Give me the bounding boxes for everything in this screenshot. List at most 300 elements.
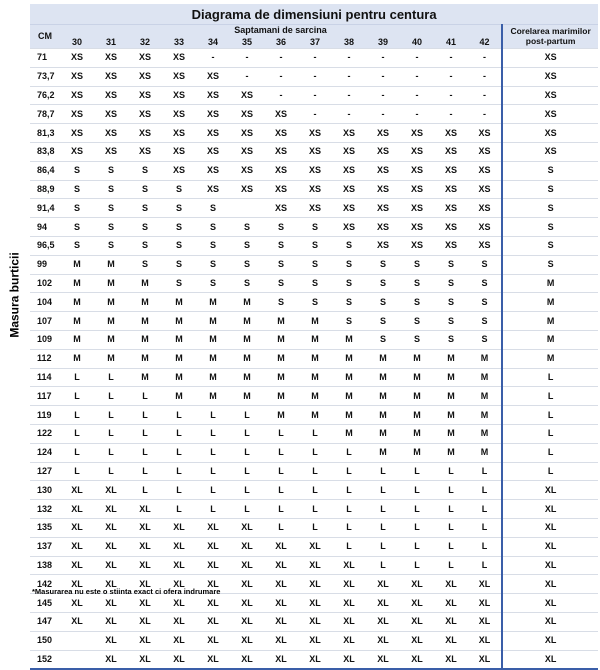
week-header-cell: 40	[400, 36, 434, 49]
size-cell: XS	[332, 199, 366, 218]
size-cell: L	[298, 500, 332, 519]
size-cell: XS	[60, 105, 94, 124]
size-cell: L	[264, 462, 298, 481]
size-cell: XS	[400, 124, 434, 143]
size-cell: L	[196, 406, 230, 425]
size-cell: XL	[468, 612, 502, 631]
size-cell: XL	[162, 556, 196, 575]
size-cell: M	[196, 349, 230, 368]
size-cell: M	[60, 312, 94, 331]
size-cell: L	[94, 368, 128, 387]
size-cell: -	[366, 67, 400, 86]
size-cell: S	[196, 218, 230, 237]
table-row	[30, 462, 598, 481]
postpartum-size-cell: M	[502, 312, 598, 331]
size-cell: L	[60, 462, 94, 481]
cm-value-cell: 78,7	[30, 105, 60, 124]
postpartum-size-cell: L	[502, 368, 598, 387]
week-header-cell: 37	[298, 36, 332, 49]
size-cell: L	[264, 443, 298, 462]
size-cell: M	[298, 387, 332, 406]
size-cell: S	[94, 236, 128, 255]
size-cell: L	[298, 481, 332, 500]
size-cell: -	[264, 49, 298, 68]
size-cell: XS	[196, 124, 230, 143]
size-cell: -	[298, 86, 332, 105]
table-row	[30, 218, 598, 237]
size-cell: -	[332, 49, 366, 68]
size-cell: XL	[230, 575, 264, 594]
size-cell: XS	[94, 105, 128, 124]
size-cell: M	[400, 424, 434, 443]
size-cell: S	[400, 330, 434, 349]
size-cell: L	[128, 481, 162, 500]
table-row	[30, 631, 598, 650]
size-cell: L	[298, 518, 332, 537]
size-cell: XL	[332, 594, 366, 613]
table-row	[30, 293, 598, 312]
size-cell: M	[196, 387, 230, 406]
size-cell: S	[332, 293, 366, 312]
size-cell: XS	[468, 180, 502, 199]
size-cell: M	[366, 443, 400, 462]
size-cell: M	[230, 387, 264, 406]
size-cell: S	[60, 236, 94, 255]
size-cell: XS	[230, 180, 264, 199]
size-cell: XL	[128, 575, 162, 594]
size-cell: XL	[128, 537, 162, 556]
size-cell: XL	[60, 481, 94, 500]
size-cell: XS	[434, 142, 468, 161]
size-cell: S	[128, 218, 162, 237]
size-cell: XL	[400, 650, 434, 669]
size-cell: XL	[128, 631, 162, 650]
size-cell: S	[264, 218, 298, 237]
size-cell: S	[366, 274, 400, 293]
size-cell: L	[434, 481, 468, 500]
size-cell: XL	[196, 575, 230, 594]
table-row	[30, 67, 598, 86]
size-cell: L	[468, 500, 502, 519]
size-cell: L	[400, 537, 434, 556]
cm-value-cell: 142	[30, 575, 60, 594]
size-cell: XL	[298, 537, 332, 556]
week-header-cell: 35	[230, 36, 264, 49]
postpartum-size-cell: L	[502, 424, 598, 443]
size-cell: M	[434, 406, 468, 425]
size-cell: L	[196, 462, 230, 481]
size-cell: XS	[400, 161, 434, 180]
size-cell: L	[332, 518, 366, 537]
size-cell: M	[468, 387, 502, 406]
size-cell: M	[60, 255, 94, 274]
postpartum-size-cell: XS	[502, 49, 598, 68]
size-cell: XS	[162, 124, 196, 143]
size-cell: XS	[264, 161, 298, 180]
size-cell: XL	[196, 518, 230, 537]
size-cell: XL	[230, 518, 264, 537]
size-cell: XS	[162, 67, 196, 86]
size-cell: XS	[128, 67, 162, 86]
size-cell: M	[400, 368, 434, 387]
table-row	[30, 537, 598, 556]
size-cell: XS	[230, 142, 264, 161]
size-cell: L	[332, 481, 366, 500]
size-cell: XL	[60, 518, 94, 537]
size-cell: M	[434, 368, 468, 387]
size-cell: S	[468, 255, 502, 274]
size-cell: L	[400, 518, 434, 537]
table-row	[30, 349, 598, 368]
size-cell: L	[230, 481, 264, 500]
size-cell: XL	[230, 594, 264, 613]
size-cell: L	[434, 518, 468, 537]
size-cell: M	[264, 368, 298, 387]
table-title: Diagrama de dimensiuni pentru centura	[30, 4, 598, 25]
size-cell: XS	[230, 105, 264, 124]
size-cell: S	[298, 293, 332, 312]
size-cell: -	[298, 67, 332, 86]
size-cell: -	[400, 86, 434, 105]
postpartum-size-cell: XS	[502, 86, 598, 105]
size-cell: XL	[264, 650, 298, 669]
size-cell: S	[298, 236, 332, 255]
size-cell: -	[400, 105, 434, 124]
size-cell: -	[434, 86, 468, 105]
size-cell: S	[128, 180, 162, 199]
size-cell: XS	[400, 142, 434, 161]
size-cell: M	[298, 349, 332, 368]
size-cell: XS	[434, 124, 468, 143]
size-cell: L	[60, 443, 94, 462]
size-cell: M	[230, 368, 264, 387]
cm-value-cell: 138	[30, 556, 60, 575]
size-cell: S	[230, 218, 264, 237]
cm-value-cell: 91,4	[30, 199, 60, 218]
size-cell: M	[128, 368, 162, 387]
table-row	[30, 556, 598, 575]
size-cell: XS	[196, 67, 230, 86]
size-cell: XL	[434, 612, 468, 631]
size-cell: XS	[196, 180, 230, 199]
size-cell: XL	[60, 594, 94, 613]
weeks-header: Saptamani de sarcina	[60, 25, 502, 37]
size-cell: M	[468, 443, 502, 462]
size-cell: L	[162, 406, 196, 425]
size-cell: M	[162, 330, 196, 349]
size-cell: M	[332, 387, 366, 406]
size-cell: XS	[196, 86, 230, 105]
size-cell: XS	[94, 67, 128, 86]
table-row	[30, 105, 598, 124]
size-cell: XS	[162, 142, 196, 161]
cm-value-cell: 119	[30, 406, 60, 425]
size-cell: XL	[264, 631, 298, 650]
postpartum-size-cell: XL	[502, 650, 598, 669]
size-cell: M	[332, 349, 366, 368]
size-cell: S	[366, 293, 400, 312]
cm-value-cell: 96,5	[30, 236, 60, 255]
size-cell: -	[230, 49, 264, 68]
size-cell: -	[400, 49, 434, 68]
size-cell: XL	[468, 575, 502, 594]
size-cell: -	[434, 67, 468, 86]
size-cell: XL	[60, 537, 94, 556]
table-row	[30, 368, 598, 387]
size-cell: XS	[468, 218, 502, 237]
size-cell: S	[196, 236, 230, 255]
cm-value-cell: 81,3	[30, 124, 60, 143]
size-cell: M	[230, 349, 264, 368]
size-cell: S	[60, 161, 94, 180]
size-cell: XL	[94, 612, 128, 631]
size-cell: L	[94, 443, 128, 462]
size-cell: M	[332, 368, 366, 387]
cm-value-cell: 132	[30, 500, 60, 519]
size-cell: M	[434, 349, 468, 368]
cm-value-cell: 102	[30, 274, 60, 293]
size-cell: XS	[230, 124, 264, 143]
size-cell: XL	[332, 612, 366, 631]
size-cell: XS	[366, 199, 400, 218]
size-cell: -	[366, 105, 400, 124]
size-cell: XL	[94, 594, 128, 613]
size-cell: M	[434, 443, 468, 462]
table-row	[30, 236, 598, 255]
table-row	[30, 424, 598, 443]
size-cell: XS	[162, 105, 196, 124]
size-cell: M	[298, 406, 332, 425]
size-cell: XL	[468, 594, 502, 613]
size-cell: S	[162, 255, 196, 274]
size-cell: XL	[366, 594, 400, 613]
size-cell: L	[128, 443, 162, 462]
postpartum-size-cell: XL	[502, 631, 598, 650]
size-cell: -	[332, 105, 366, 124]
size-cell: M	[400, 443, 434, 462]
size-cell: S	[230, 255, 264, 274]
size-cell: -	[332, 86, 366, 105]
table-row	[30, 161, 598, 180]
cm-value-cell: 76,2	[30, 86, 60, 105]
size-cell: XS	[264, 142, 298, 161]
postpartum-size-cell: L	[502, 443, 598, 462]
size-cell: M	[94, 312, 128, 331]
postpartum-size-cell: XL	[502, 575, 598, 594]
size-cell: M	[60, 349, 94, 368]
size-cell: XS	[298, 124, 332, 143]
size-cell: XS	[94, 49, 128, 68]
size-cell: M	[298, 330, 332, 349]
week-header-cell: 41	[434, 36, 468, 49]
size-cell: L	[60, 387, 94, 406]
size-cell: L	[298, 443, 332, 462]
size-cell: L	[94, 424, 128, 443]
size-cell: -	[264, 86, 298, 105]
size-cell: XL	[366, 612, 400, 631]
size-cell: M	[196, 293, 230, 312]
size-cell: XL	[366, 631, 400, 650]
size-cell: S	[434, 293, 468, 312]
size-cell: M	[468, 349, 502, 368]
size-cell: XS	[264, 124, 298, 143]
size-cell: XL	[128, 594, 162, 613]
size-cell: XL	[162, 594, 196, 613]
postpartum-size-cell: XL	[502, 481, 598, 500]
size-cell: XS	[60, 86, 94, 105]
cm-value-cell: 83,8	[30, 142, 60, 161]
size-cell: XL	[332, 631, 366, 650]
size-cell: XS	[128, 124, 162, 143]
postpartum-size-cell: XL	[502, 518, 598, 537]
size-cell: XS	[94, 124, 128, 143]
size-cell: S	[332, 236, 366, 255]
size-cell: L	[196, 424, 230, 443]
size-cell: XS	[434, 236, 468, 255]
size-cell: L	[230, 424, 264, 443]
size-cell: L	[60, 368, 94, 387]
size-cell: M	[400, 406, 434, 425]
week-header-cell: 31	[94, 36, 128, 49]
table-body	[30, 49, 598, 670]
postpartum-size-cell: M	[502, 293, 598, 312]
size-cell: M	[264, 330, 298, 349]
size-cell: XL	[366, 650, 400, 669]
cm-value-cell: 71	[30, 49, 60, 68]
size-cell: XS	[468, 199, 502, 218]
size-cell: S	[230, 236, 264, 255]
size-cell: -	[434, 105, 468, 124]
size-cell: XL	[196, 612, 230, 631]
size-cell: XS	[196, 161, 230, 180]
size-cell: L	[468, 481, 502, 500]
size-cell: XL	[60, 556, 94, 575]
size-cell: XS	[128, 142, 162, 161]
size-cell: M	[366, 406, 400, 425]
size-cell: L	[366, 481, 400, 500]
size-cell: L	[128, 406, 162, 425]
size-cell: M	[94, 330, 128, 349]
size-cell: M	[128, 293, 162, 312]
table-row	[30, 594, 598, 613]
size-cell: M	[468, 406, 502, 425]
size-cell: XL	[332, 575, 366, 594]
table-row	[30, 481, 598, 500]
size-cell: XS	[60, 124, 94, 143]
size-cell: S	[162, 218, 196, 237]
size-cell: L	[230, 500, 264, 519]
size-cell: XS	[162, 49, 196, 68]
size-cell: XS	[298, 142, 332, 161]
size-cell: XL	[264, 594, 298, 613]
size-cell: -	[468, 49, 502, 68]
size-cell: L	[162, 462, 196, 481]
size-cell: S	[196, 274, 230, 293]
size-cell: L	[332, 443, 366, 462]
size-cell: S	[60, 199, 94, 218]
size-cell: S	[60, 218, 94, 237]
size-cell: M	[162, 368, 196, 387]
cm-value-cell: 147	[30, 612, 60, 631]
week-header-cell: 34	[196, 36, 230, 49]
size-cell: XL	[94, 575, 128, 594]
size-cell: XL	[94, 518, 128, 537]
size-cell: S	[400, 293, 434, 312]
size-cell: M	[264, 312, 298, 331]
size-cell: -	[468, 67, 502, 86]
size-cell: M	[400, 387, 434, 406]
size-cell: M	[400, 349, 434, 368]
size-cell: S	[434, 330, 468, 349]
postpartum-size-cell: XL	[502, 537, 598, 556]
postpartum-size-cell: L	[502, 406, 598, 425]
cm-value-cell: 135	[30, 518, 60, 537]
size-cell: XL	[94, 631, 128, 650]
size-cell: M	[94, 274, 128, 293]
size-cell: S	[434, 255, 468, 274]
size-cell: XL	[366, 575, 400, 594]
size-cell: L	[468, 462, 502, 481]
size-cell: M	[230, 312, 264, 331]
size-cell: M	[162, 312, 196, 331]
size-cell: -	[366, 49, 400, 68]
size-cell: L	[434, 537, 468, 556]
size-cell: -	[230, 67, 264, 86]
postpartum-size-cell: M	[502, 330, 598, 349]
cm-value-cell: 94	[30, 218, 60, 237]
week-header-cell: 39	[366, 36, 400, 49]
table-row	[30, 255, 598, 274]
subtitle-row	[30, 25, 598, 37]
cm-header: CM	[30, 25, 60, 49]
postpartum-size-cell: S	[502, 180, 598, 199]
size-cell: XL	[400, 594, 434, 613]
cm-value-cell: 104	[30, 293, 60, 312]
size-cell: S	[264, 236, 298, 255]
size-cell: XS	[298, 161, 332, 180]
postpartum-size-cell: XL	[502, 594, 598, 613]
size-cell: L	[366, 556, 400, 575]
size-cell: M	[128, 312, 162, 331]
postpartum-size-cell: XS	[502, 67, 598, 86]
size-cell: XS	[366, 180, 400, 199]
table-row	[30, 330, 598, 349]
size-cell: XL	[230, 556, 264, 575]
size-cell: XL	[298, 594, 332, 613]
size-cell: -	[400, 67, 434, 86]
size-cell: XS	[434, 218, 468, 237]
size-cell: XS	[366, 161, 400, 180]
size-cell: XS	[332, 180, 366, 199]
postpartum-size-cell: S	[502, 161, 598, 180]
size-cell: S	[94, 180, 128, 199]
size-cell: S	[94, 161, 128, 180]
size-cell: L	[94, 387, 128, 406]
size-cell: S	[196, 199, 230, 218]
size-cell: XL	[298, 556, 332, 575]
size-cell: S	[128, 255, 162, 274]
table-row	[30, 500, 598, 519]
cm-value-cell: 117	[30, 387, 60, 406]
size-cell: M	[468, 368, 502, 387]
size-cell: M	[60, 293, 94, 312]
table-row	[30, 142, 598, 161]
size-cell: XL	[60, 500, 94, 519]
size-cell: M	[264, 387, 298, 406]
size-cell: S	[468, 274, 502, 293]
size-cell: XS	[60, 67, 94, 86]
size-cell: -	[298, 49, 332, 68]
